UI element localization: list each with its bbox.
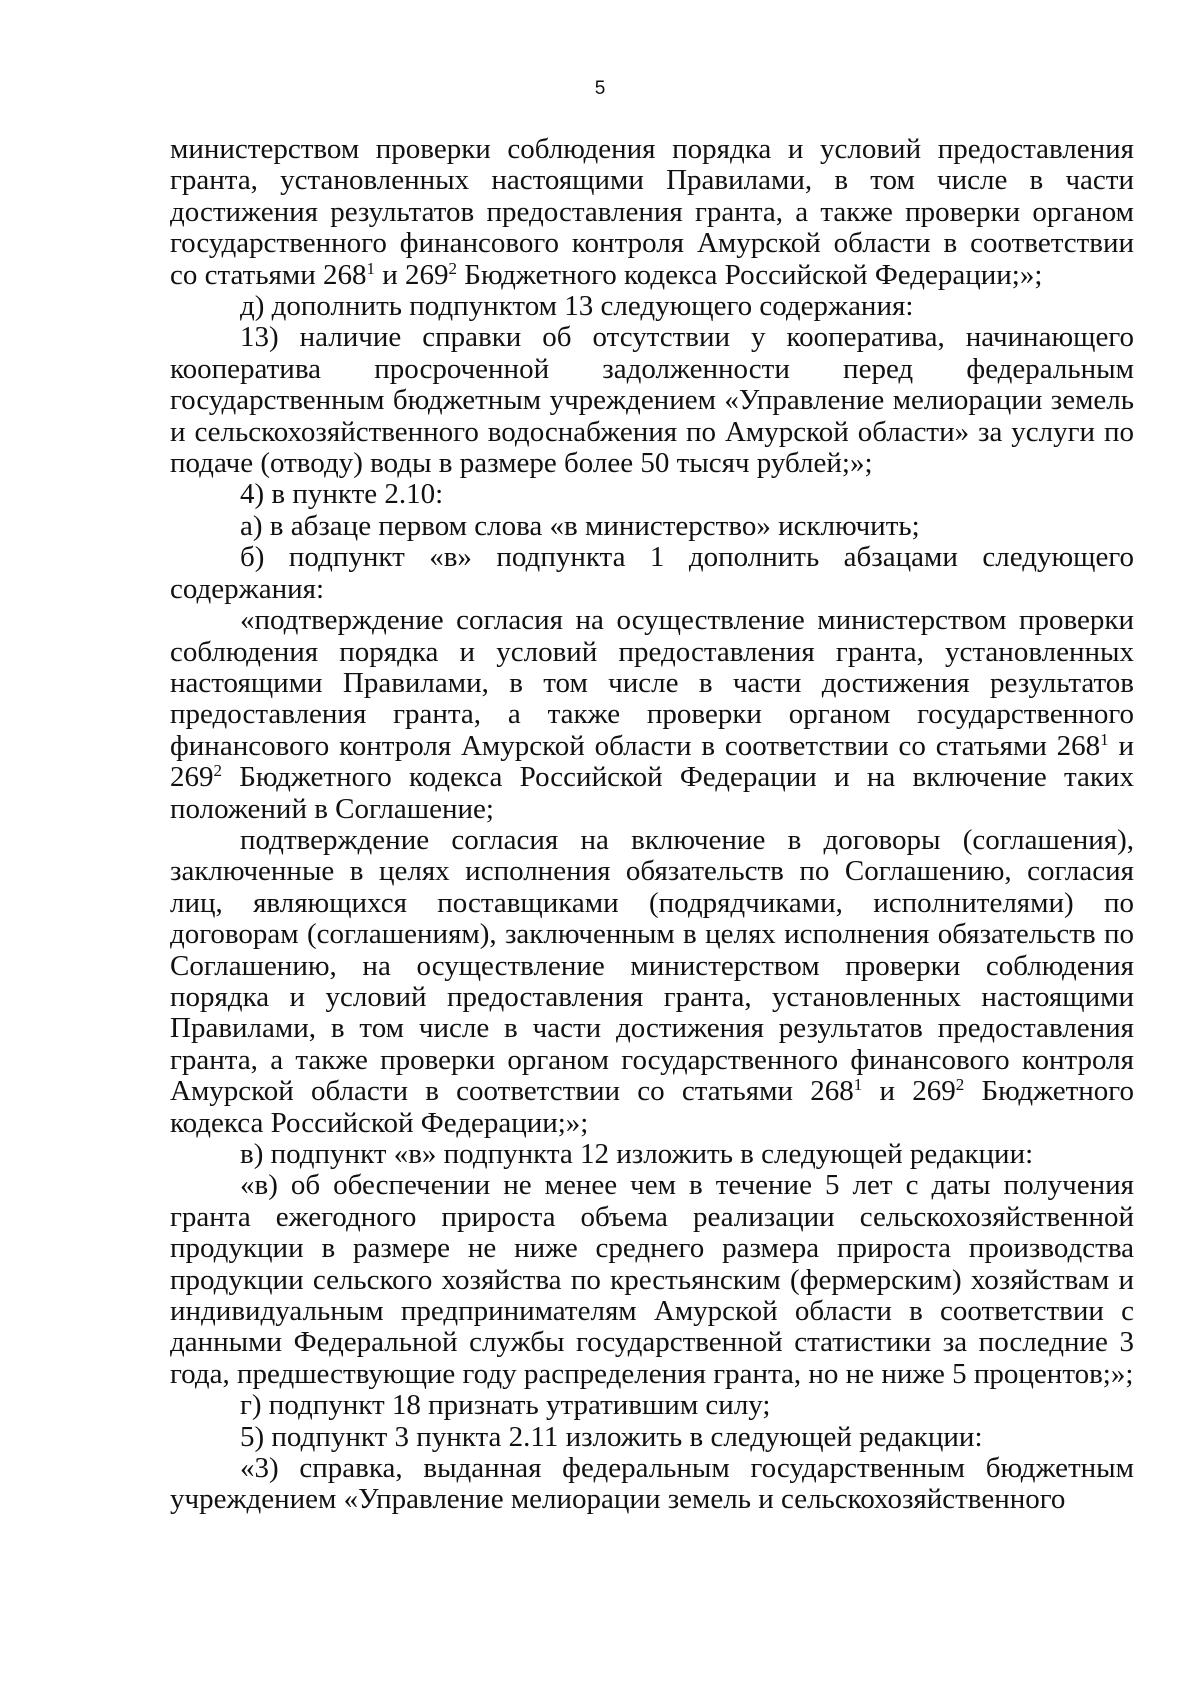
- text-run: б) подпункт «в» подпункта 1 дополнить абзацами следующего содержания:: [170, 541, 1134, 605]
- text-run: д) дополнить подпунктом 13 следующего содержания:: [240, 290, 914, 323]
- superscript: 2: [213, 761, 222, 781]
- superscript: 1: [853, 1075, 863, 1095]
- text-run: а) в абзаце первом слова «в министерство» исключить;: [240, 509, 920, 542]
- text-run: 4) в пункте 2.10:: [240, 478, 444, 511]
- superscript: 1: [1100, 729, 1109, 749]
- paragraph: [170, 511, 1134, 542]
- text-run: и 269: [170, 729, 1134, 794]
- paragraph: [170, 322, 1134, 479]
- text-run: «подтверждение согласия на осуществление министерством проверки соблюдения порядка и условий предоставления гранта, установленных настоящими Правилами, в том числе в части достижения результатов предоставления гранта, а также проверки органом государственного финансового контроля Амурской области в соответствии со статьями 268: [170, 604, 1134, 762]
- superscript: 2: [955, 1075, 965, 1095]
- paragraph: [170, 1453, 1134, 1516]
- paragraph: [170, 479, 1134, 510]
- text-run: министерством проверки соблюдения порядка и условий предоставления гранта, установленных настоящими Правилами, в том числе в части достижения результатов предоставления гранта, а также проверки органом государственного финансового контроля Амурской области в соответствии со статьями 268: [170, 133, 1134, 291]
- document-body: [170, 134, 1134, 1516]
- text-run: 5) подпункт 3 пункта 2.11 изложить в следующей редакции:: [240, 1420, 983, 1453]
- text-run: Бюджетного кодекса Российской Федерации и на включение таких положений в Соглашение;: [170, 761, 1134, 825]
- text-run: подтверждение согласия на включение в договоры (соглашения), заключенные в целях исполнения обязательств по Соглашению, согласия лиц, являющихся поставщиками (подрядчиками, исполнителями) по договорам (соглашениям), заключенным в целях исполнения обязательств по Соглашению, на осуществление министерством проверки соблюдения порядка и условий предоставления гранта, установленных настоящими Правилами, в том числе в части достижения результатов предоставления гранта, а также проверки органом государственного финансового контроля Амурской области в соответствии со статьями 268: [170, 823, 1134, 1108]
- text-run: Бюджетного кодекса Российской Федерации;»;: [170, 1075, 1134, 1139]
- paragraph: [170, 1139, 1134, 1170]
- paragraph: [170, 825, 1134, 1139]
- text-run: 13) наличие справки об отсутствии у кооператива, начинающего кооператива просроченной задолженности перед федеральным государственным бюджетным учреждением «Управление мелиорации земель и сельскохозяйственного водоснабжения по Амурской области» за услуги по подаче (отводу) воды в размере более 50 тысяч рублей;»;: [170, 321, 1134, 480]
- paragraph: [170, 1170, 1134, 1390]
- text-run: Бюджетного кодекса Российской Федерации;»;: [457, 258, 1043, 291]
- superscript: 2: [448, 258, 458, 278]
- paragraph: [170, 542, 1134, 605]
- paragraph: [170, 1390, 1134, 1421]
- text-run: и 269: [862, 1075, 956, 1108]
- paragraph: [170, 134, 1134, 291]
- text-run: «3) справка, выданная федеральным государственным бюджетным учреждением «Управление мелиорации земель и сельскохозяйственного: [170, 1452, 1134, 1516]
- text-run: и 269: [375, 258, 449, 291]
- text-run: в) подпункт «в» подпункта 12 изложить в следующей редакции:: [240, 1138, 1034, 1170]
- text-run: «в) об обеспечении не менее чем в течение 5 лет с даты получения гранта ежегодного прироста объема реализации сельскохозяйственной продукции в размере не ниже среднего размера прироста производства продукции сельского хозяйства по крестьянским (фермерским) хозяйствам и индивидуальным предпринимателям Амурской области в соответствии с данными Федеральной службы государственной статистики за последние 3 года, предшествующие году распределения гранта, но не ниже 5 процентов;»;: [170, 1169, 1134, 1390]
- paragraph: [170, 1422, 1134, 1453]
- paragraph: [170, 605, 1134, 825]
- superscript: 1: [366, 258, 376, 278]
- paragraph: [170, 291, 1134, 322]
- page-number: 5: [594, 78, 606, 99]
- text-run: г) подпункт 18 признать утратившим силу;: [240, 1389, 771, 1422]
